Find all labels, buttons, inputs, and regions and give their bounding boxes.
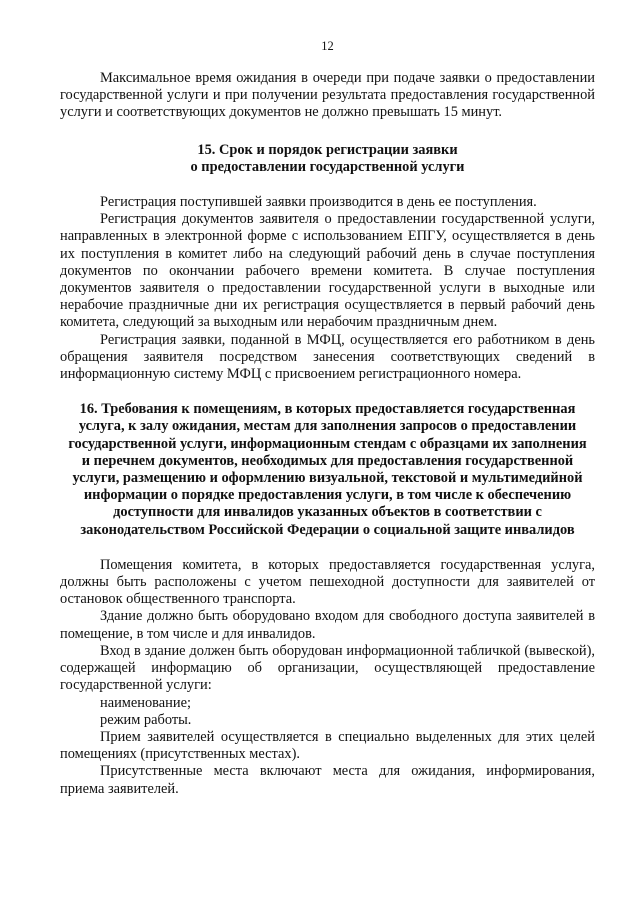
intro-paragraph: Максимальное время ожидания в очереди при подаче заявки о предоставлении государственной услуги и при получении результата предоставления государственной услуги и соответствующих документов не должно превышать 15 минут. [60,70,595,121]
section-16-paragraph: Вход в здание должен быть оборудован информационной табличкой (вывеской), содержащей информацию об организации, осуществляющей предоставление государственной услуги: [60,642,595,694]
page-number: 12 [321,39,334,53]
section-15-paragraph: Регистрация документов заявителя о предоставлении государственной услуги, направленных в электронной форме с использованием ЕПГУ, осуществляется в день их поступления в комитет либо на следующий рабочий день в случае поступления документов по окончании рабочего времени комитета. В случае поступления документов заявителя о предоставлении государственной услуги в выходные или нерабочие праздничные дни их регистрация осуществляется в первый рабочий день комитета, следующий за выходным или нерабочим праздничным днем. [60,211,595,331]
section-16-list-item: наименование; [100,694,191,711]
section-16-paragraph: Присутственные места включают места для ожидания, информирования, приема заявителей. [60,763,595,797]
section-16-paragraph: Прием заявителей осуществляется в специально выделенных для этих целей помещениях (присутственных местах). [60,728,595,763]
section-15-heading-line-1: 15. Срок и порядок регистрации заявки [197,141,458,158]
section-15-heading-line-2: о предоставлении государственной услуги [190,158,465,175]
section-16-paragraph: Помещения комитета, в которых предоставляется государственная услуга, должны быть расположены с учетом пешеходной доступности для заявителей от остановок общественного транспорта. [60,556,595,608]
document-page [60,38,595,798]
section-16-paragraph: Здание должно быть оборудовано входом для свободного доступа заявителей в помещение, в том числе и для инвалидов. [60,608,595,642]
section-15-heading [60,142,595,176]
section-16-list-item: режим работы. [100,711,192,728]
section-15-paragraph: Регистрация поступившей заявки производится в день ее поступления. [100,194,537,211]
section-15-paragraph: Регистрация заявки, поданной в МФЦ, осуществляется его работником в день обращения заявителя посредством занесения соответствующих сведений в информационную систему МФЦ с присвоением регистрационного номера. [60,331,595,383]
section-16-heading: 16. Требования к помещениям, в которых предоставляется государственная услуга, к залу ожидания, местам для заполнения запросов о предоставлении государственной услуги, информационным стендам с образцами их заполнения и перечнем документов, необходимых для предоставления государственной услуги, размещению и оформлению визуальной, текстовой и мультимедийной информации о порядке предоставления услуги, в том числе к обеспечению доступности для инвалидов указанных объектов в соответствии с законодательством Российской Федерации о социальной защите инвалидов [68,401,587,538]
